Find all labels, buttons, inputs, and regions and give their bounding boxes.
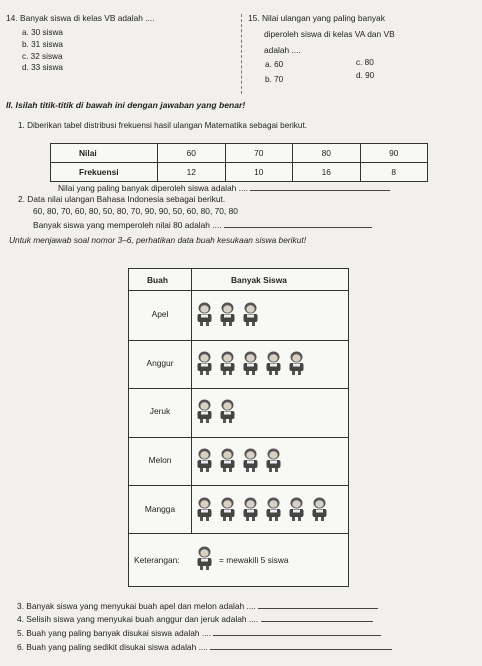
table-cell: 16 (293, 163, 361, 182)
table-cell: Frekuensi (51, 163, 158, 182)
student-icon (264, 351, 283, 377)
q14-option-c: c. 32 siswa (22, 52, 63, 61)
q14-option-b: b. 31 siswa (22, 40, 63, 49)
student-icon (241, 497, 260, 523)
legend (129, 535, 348, 585)
question-3: 3. Banyak siswa yang menyukai buah apel dan melon adalah .... (17, 600, 378, 611)
fruit-label: Mangga (144, 503, 176, 514)
item2-line2: 60, 80, 70, 60, 80, 50, 80, 70, 90, 90, 50, 60, 80, 70, 80 (33, 206, 238, 216)
q14-text: 14. Banyak siswa di kelas VB adalah .... (6, 13, 155, 23)
question-5: 5. Buah yang paling banyak disukai siswa adalah .... (17, 627, 381, 638)
student-icon (195, 302, 214, 328)
item2-line1: 2. Data nilai ulangan Bahasa Indonesia sebagai berikut. (18, 194, 226, 204)
table-cell: 8 (360, 163, 428, 182)
icon-group (195, 448, 283, 474)
student-icon (218, 497, 237, 523)
table-row (129, 291, 348, 341)
table-cell: 90 (360, 144, 428, 163)
answer-blank[interactable] (261, 613, 373, 622)
section-title: II. Isilah titik-titik di bawah ini dengan jawaban yang benar! (6, 100, 246, 110)
question-4: 4. Selisih siswa yang menyukai buah anggur dan jeruk adalah .... (17, 613, 373, 624)
student-icon (218, 351, 237, 377)
table-row (129, 437, 348, 487)
answer-blank[interactable] (250, 182, 390, 191)
item1-text: 1. Diberikan tabel distribusi frekuensi hasil ulangan Matematika sebagai berikut. (18, 121, 307, 130)
student-icon (195, 399, 214, 425)
student-icon (310, 497, 329, 523)
table-cell: 80 (293, 144, 361, 163)
q15-line2: diperoleh siswa di kelas VA dan VB (264, 29, 395, 39)
student-icon (218, 448, 237, 474)
table-row (51, 144, 428, 163)
question-6: 6. Buah yang paling sedikit disukai siswa adalah .... (17, 641, 392, 652)
q15-option-d: d. 90 (356, 71, 375, 80)
q14-option-d: d. 33 siswa (22, 63, 63, 72)
student-icon (218, 302, 237, 328)
q15-option-c: c. 80 (356, 58, 374, 67)
column-divider (241, 14, 242, 94)
table-cell: 10 (225, 163, 293, 182)
student-icon (287, 351, 306, 377)
item2-line3: Banyak siswa yang memperoleh nilai 80 adalah .... (33, 219, 372, 230)
frequency-table (50, 143, 428, 182)
instruction-text: Untuk menjawab soal nomor 3–6, perhatikan data buah kesukaan siswa berikut! (9, 235, 307, 245)
student-icon (241, 351, 260, 377)
student-icon (241, 448, 260, 474)
student-icon (218, 399, 237, 425)
pictograph-table (128, 268, 349, 587)
student-icon (195, 351, 214, 377)
table-row (129, 388, 348, 438)
icon-group (195, 497, 329, 523)
q14-option-a: a. 30 siswa (22, 28, 63, 37)
icon-group (195, 351, 306, 377)
icon-group (195, 302, 260, 328)
answer-blank[interactable] (210, 641, 392, 650)
table-row (129, 340, 348, 390)
legend-label: Keterangan: (134, 555, 180, 565)
fruit-label: Melon (148, 455, 172, 466)
answer-blank[interactable] (258, 600, 378, 609)
table-row (51, 163, 428, 182)
q15-option-b: b. 70 (265, 75, 284, 84)
table-cell: 70 (225, 144, 293, 163)
table-cell: 12 (158, 163, 226, 182)
answer-blank[interactable] (224, 219, 372, 228)
legend-value: = mewakili 5 siswa (219, 555, 289, 565)
q15-option-a: a. 60 (265, 60, 284, 69)
icon-group (195, 399, 237, 425)
fruit-label: Jeruk (149, 406, 171, 417)
q15-line1: 15. Nilai ulangan yang paling banyak (248, 13, 385, 23)
table-cell: Nilai (51, 144, 158, 163)
student-icon (241, 302, 260, 328)
table-cell: 60 (158, 144, 226, 163)
student-icon (264, 448, 283, 474)
answer-blank[interactable] (213, 627, 381, 636)
header-banyak-siswa: Banyak Siswa (231, 275, 287, 285)
student-icon (287, 497, 306, 523)
pictograph-header (129, 269, 348, 291)
q15-line3: adalah .... (264, 45, 301, 55)
student-icon (195, 448, 214, 474)
student-icon (195, 546, 214, 574)
header-buah: Buah (147, 275, 168, 285)
table-row (129, 485, 348, 534)
item1-question: Nilai yang paling banyak diperoleh siswa adalah .... (58, 182, 390, 193)
student-icon (195, 497, 214, 523)
fruit-label: Anggur (146, 357, 174, 368)
fruit-label: Apel (151, 309, 169, 320)
student-icon (264, 497, 283, 523)
